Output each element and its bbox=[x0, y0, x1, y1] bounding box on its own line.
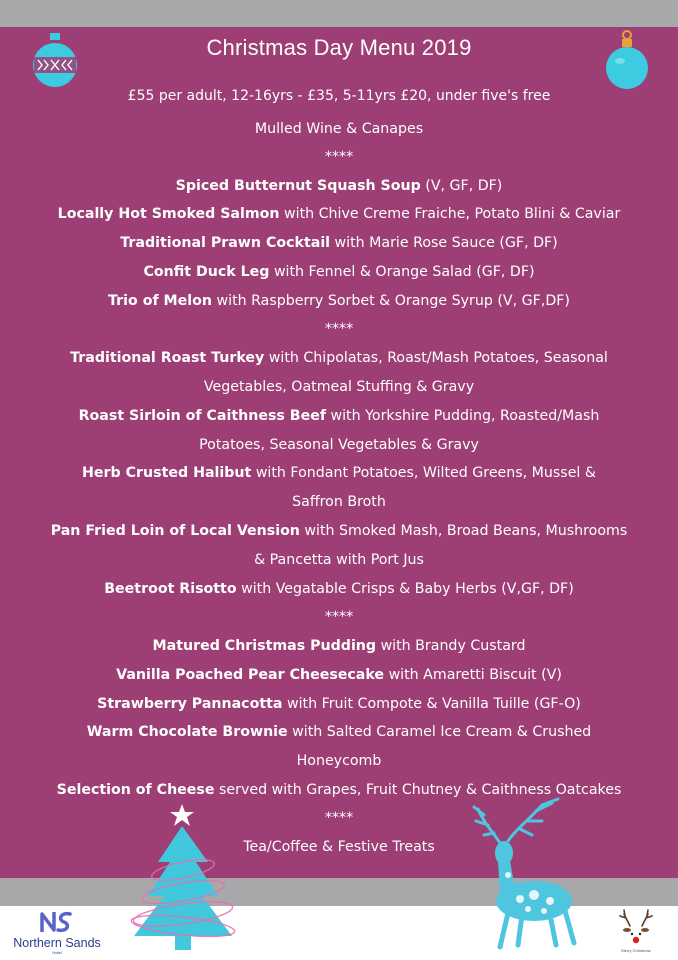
main-item bbox=[0, 464, 678, 482]
price-line: £55 per adult, 12-16yrs - £35, 5-11yrs £20, under five's free bbox=[127, 88, 551, 104]
dish-name: Warm Chocolate Brownie bbox=[86, 724, 288, 740]
dish-name: Trio of Melon bbox=[108, 293, 213, 309]
main-item bbox=[0, 580, 678, 598]
dish-name: Traditional Prawn Cocktail bbox=[120, 235, 331, 251]
rudolph-icon bbox=[612, 908, 660, 948]
main-item-continued: Vegetables, Oatmeal Stuffing & Gravy bbox=[203, 379, 475, 395]
dish-detail: with Fondant Potatoes, Wilted Greens, Mussel & bbox=[251, 465, 596, 481]
dessert-item bbox=[0, 637, 678, 655]
main-item-continued: Saffron Broth bbox=[292, 494, 386, 510]
rudolph-caption: Merry Christmas bbox=[621, 948, 651, 953]
dish-name: Locally Hot Smoked Salmon bbox=[57, 206, 280, 222]
dish-detail: with Marie Rose Sauce (GF, DF) bbox=[330, 235, 558, 251]
dish-detail: with Vegatable Crisps & Baby Herbs (V,GF, DF) bbox=[236, 581, 574, 597]
dish-name: Confit Duck Leg bbox=[143, 264, 270, 280]
hotel-logo bbox=[2, 910, 112, 956]
dessert-item bbox=[0, 723, 678, 741]
starter-item bbox=[0, 292, 678, 310]
dish-name: Beetroot Risotto bbox=[104, 581, 237, 597]
starter-item bbox=[0, 263, 678, 281]
reindeer-icon bbox=[470, 795, 580, 953]
dish-detail: with Fennel & Orange Salad (GF, DF) bbox=[269, 264, 535, 280]
christmas-tree-icon bbox=[128, 800, 238, 952]
dish-name: Roast Sirloin of Caithness Beef bbox=[78, 408, 326, 424]
dish-name: Vanilla Poached Pear Cheesecake bbox=[116, 667, 385, 683]
aperitif-line: Mulled Wine & Canapes bbox=[254, 121, 424, 137]
menu-panel bbox=[0, 27, 678, 878]
dish-name: Matured Christmas Pudding bbox=[152, 638, 377, 654]
dish-detail: with Salted Caramel Ice Cream & Crushed bbox=[287, 724, 592, 740]
top-border-bar bbox=[0, 0, 678, 27]
dish-name: Traditional Roast Turkey bbox=[70, 350, 265, 366]
starter-item bbox=[0, 205, 678, 223]
main-item-continued: & Pancetta with Port Jus bbox=[254, 552, 424, 568]
dish-name: Spiced Butternut Squash Soup bbox=[175, 178, 421, 194]
dish-name: Selection of Cheese bbox=[56, 782, 215, 798]
logo-mark-icon bbox=[38, 910, 74, 934]
closing-line: Tea/Coffee & Festive Treats bbox=[243, 839, 435, 855]
main-item bbox=[0, 349, 678, 367]
main-item bbox=[0, 522, 678, 540]
dish-detail: with Chive Creme Fraiche, Potato Blini & Caviar bbox=[279, 206, 621, 222]
dish-detail: with Chipolatas, Roast/Mash Potatoes, Seasonal bbox=[264, 350, 608, 366]
dish-detail: with Brandy Custard bbox=[376, 638, 526, 654]
dish-name: Pan Fried Loin of Local Vension bbox=[50, 523, 300, 539]
course-separator: **** bbox=[324, 609, 354, 625]
main-item bbox=[0, 407, 678, 425]
dish-detail: served with Grapes, Fruit Chutney & Caithness Oatcakes bbox=[214, 782, 622, 798]
dessert-item bbox=[0, 666, 678, 684]
menu-title: Christmas Day Menu 2019 bbox=[206, 35, 472, 60]
dish-name: Herb Crusted Halibut bbox=[82, 465, 252, 481]
starter-item bbox=[0, 234, 678, 252]
dish-detail: with Amaretti Biscuit (V) bbox=[384, 667, 562, 683]
starter-item bbox=[0, 177, 678, 195]
main-item-continued: Potatoes, Seasonal Vegetables & Gravy bbox=[199, 437, 479, 453]
course-separator: **** bbox=[324, 149, 354, 165]
dish-detail: with Fruit Compote & Vanilla Tuille (GF-O) bbox=[282, 696, 581, 712]
rudolph-badge bbox=[612, 908, 660, 958]
course-separator: **** bbox=[324, 321, 354, 337]
dish-detail: with Yorkshire Pudding, Roasted/Mash bbox=[326, 408, 600, 424]
dish-name: Strawberry Pannacotta bbox=[97, 696, 283, 712]
logo-subtitle: Hotel bbox=[52, 950, 62, 955]
dish-detail: with Smoked Mash, Broad Beans, Mushrooms bbox=[299, 523, 628, 539]
course-separator: **** bbox=[324, 810, 354, 826]
dish-detail: with Raspberry Sorbet & Orange Syrup (V, GF,DF) bbox=[212, 293, 570, 309]
dessert-item-continued: Honeycomb bbox=[296, 753, 382, 769]
dish-detail: (V, GF, DF) bbox=[420, 178, 503, 194]
dessert-item bbox=[0, 695, 678, 713]
logo-name: Northern Sands bbox=[13, 936, 101, 950]
